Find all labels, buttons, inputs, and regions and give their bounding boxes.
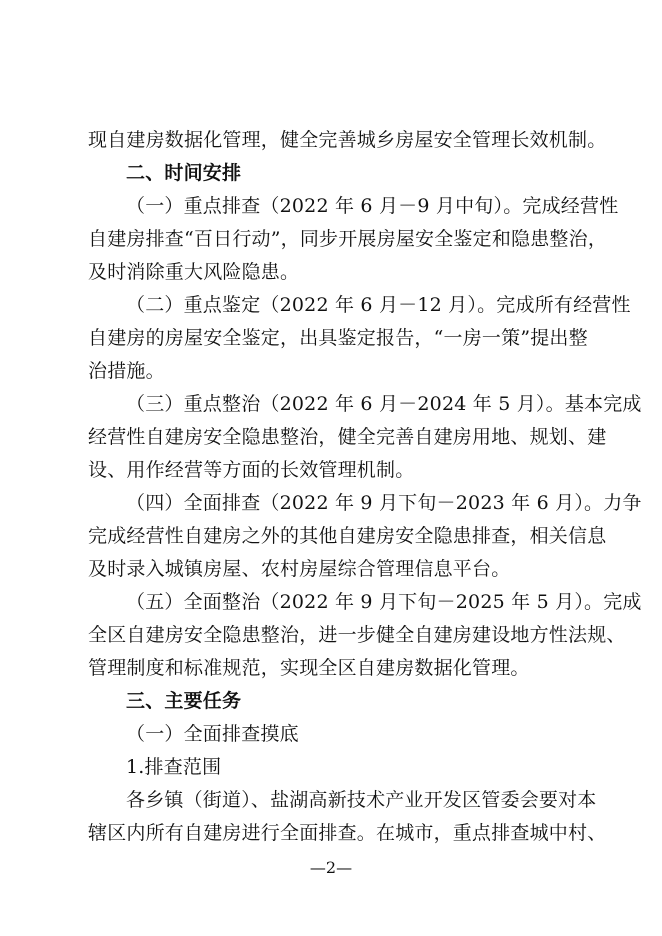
body-line: 各乡镇（街道）、盐湖高新技术产业开发区管委会要对本: [126, 789, 597, 811]
body-line: 自建房排查“百日行动”，同步开展房屋安全鉴定和隐患整治，: [88, 228, 608, 250]
body-line: 经营性自建房安全隐患整治，健全完善自建房用地、规划、建: [88, 426, 607, 448]
body-line: （五）全面整治（2022 年 9 月下旬－2025 年 5 月）。完成: [126, 591, 642, 613]
body-line: 设、用作经营等方面的长效管理机制。: [88, 459, 415, 481]
subsection-heading: （一）全面排查摸底: [126, 723, 299, 745]
section-heading: 三、主要任务: [126, 690, 242, 712]
page-number: —2—: [309, 858, 353, 877]
body-line: 及时录入城镇房屋、农村房屋综合管理信息平台。: [88, 558, 511, 580]
body-line: 自建房的房屋安全鉴定，出具鉴定报告，“一房一策”提出整: [88, 327, 588, 349]
body-line: 治措施。: [88, 360, 165, 382]
body-line: （二）重点鉴定（2022 年 6 月－12 月）。完成所有经营性: [126, 294, 631, 316]
body-line: 管理制度和标准规范，实现全区自建房数据化管理。: [88, 657, 530, 679]
body-line: （四）全面排查（2022 年 9 月下旬－2023 年 6 月）。力争: [126, 492, 642, 514]
section-heading: 二、时间安排: [126, 162, 242, 184]
body-line: （一）重点排查（2022 年 6 月－9 月中旬）。完成经营性: [126, 195, 619, 217]
body-line: 辖区内所有自建房进行全面排查。在城市，重点排查城中村、: [88, 822, 607, 844]
body-line: 完成经营性自建房之外的其他自建房安全隐患排查，相关信息: [88, 525, 607, 547]
body-line: 及时消除重大风险隐患。: [88, 261, 300, 283]
body-line: 全区自建房安全隐患整治，进一步健全自建房建设地方性法规、: [88, 624, 626, 646]
item-heading: 1.排查范围: [126, 756, 222, 778]
body-line: （三）重点整治（2022 年 6 月－2024 年 5 月）。基本完成: [126, 393, 642, 415]
body-line: 现自建房数据化管理，健全完善城乡房屋安全管理长效机制。: [88, 129, 607, 151]
